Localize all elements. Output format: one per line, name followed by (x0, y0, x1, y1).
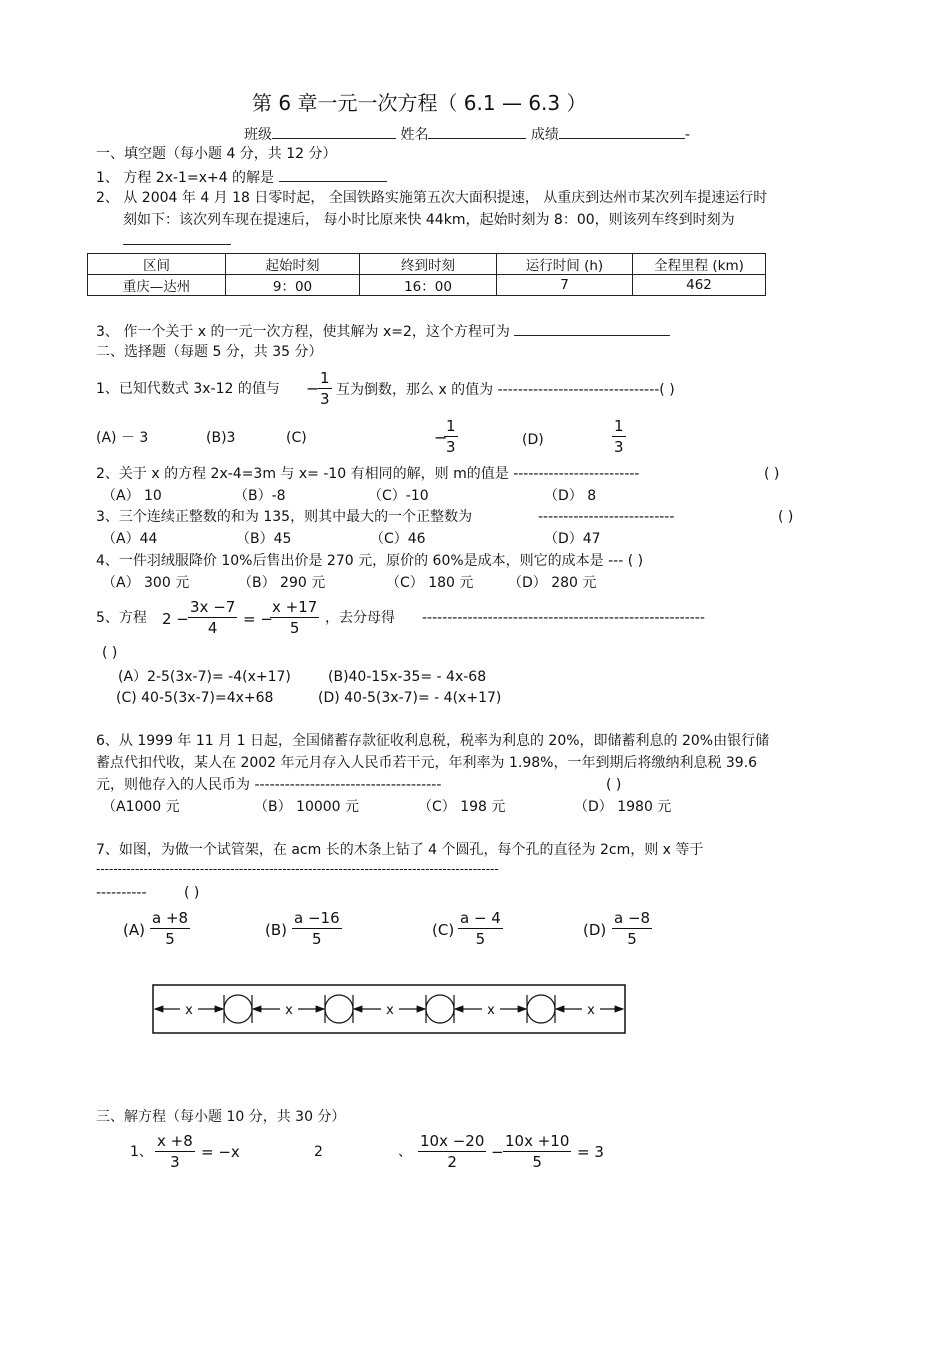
frac-num: 10x −20 (420, 1132, 485, 1150)
s2-q7-paren[interactable]: ( ) (184, 885, 200, 901)
test-tube-rack-figure (150, 983, 628, 1035)
hole-3 (426, 995, 454, 1023)
frac-den: 5 (503, 1151, 571, 1172)
s2-q1-fraction (318, 368, 332, 409)
s2-q7-option-d-frac (612, 908, 652, 949)
table-header-cell: 起始时刻 (226, 254, 360, 275)
section2-heading: 二、选择题（每题 5 分，共 35 分） (96, 344, 323, 360)
s1-q3-text: 3、 作一个关于 x 的一元一次方程，使其解为 x=2，这个方程可为 (96, 324, 510, 340)
s3-p1-label: 1、 (130, 1144, 153, 1160)
s2-q5-option-d[interactable]: (D) 40-5(3x-7)= - 4(x+17) (318, 690, 502, 706)
s2-q1-c-fraction (444, 416, 458, 457)
s2-q7-dash1: --------------------------------------------------------------------------------------------- (96, 862, 499, 876)
s2-q2-option-b[interactable]: （B）-8 (234, 488, 286, 504)
table-header-row (88, 254, 766, 275)
frac-num: a −8 (614, 909, 651, 927)
table-header-cell: 终到时刻 (360, 254, 497, 275)
table-cell: 462 (633, 275, 766, 296)
name-label: 姓名 (400, 127, 429, 143)
table-header-cell: 运行时间 (h) (497, 254, 633, 275)
frac-num: a − 4 (460, 909, 501, 927)
s2-q5-fraction-2 (270, 597, 319, 638)
s1-q1 (96, 167, 387, 187)
frac-num: x +17 (272, 598, 318, 616)
table-header-cell: 区间 (88, 254, 226, 275)
c-frac-den: 3 (446, 438, 456, 456)
s3-p2-fraction-2 (503, 1131, 571, 1172)
s2-q1-option-d[interactable]: (D) (522, 432, 544, 448)
s2-q2-paren[interactable]: ( ) (764, 466, 780, 482)
s2-q1-option-c[interactable]: (C) (286, 430, 307, 446)
s2-q1-d-fraction (612, 416, 626, 457)
s2-q1-frac-den: 3 (320, 390, 330, 408)
s2-q6-option-a[interactable]: （A1000 元 (102, 799, 180, 815)
s2-q2-option-a[interactable]: （A） 10 (102, 488, 162, 504)
hole-2 (325, 995, 353, 1023)
s2-q3-paren[interactable]: ( ) (778, 509, 794, 525)
s2-q3-dash: --------------------------- (538, 509, 675, 525)
s2-q5-tail: ，去分母得 (325, 610, 395, 626)
table-cell: 7 (497, 275, 633, 296)
s2-q2-option-d[interactable]: （D） 8 (544, 488, 597, 504)
s2-q3-option-c[interactable]: （C）46 (370, 531, 426, 547)
s1-q3-answer-blank[interactable] (514, 321, 670, 336)
c-frac-num: 1 (446, 417, 456, 435)
s3-p2-label: 2 (314, 1144, 323, 1160)
s2-q5-eq: = − (243, 610, 273, 628)
frac-den: 5 (292, 928, 342, 949)
frac-num: a +8 (152, 909, 189, 927)
s2-q1-tail: 互为倒数，那么 x 的值为 --------------------------------( ) (336, 382, 675, 398)
frac-den: 5 (150, 928, 190, 949)
s2-q7-option-a-frac (150, 908, 190, 949)
s2-q2-option-c[interactable]: （C）-10 (368, 488, 429, 504)
table-row (88, 275, 766, 296)
d-frac-den: 3 (614, 438, 624, 456)
s2-q5-dash: -------------------------------------------------------- (422, 610, 705, 626)
frac-den: 5 (458, 928, 503, 949)
table-cell: 16：00 (360, 275, 497, 296)
frac-den: 4 (188, 617, 237, 638)
s3-p1-rhs: = −x (201, 1143, 240, 1161)
s2-q4-option-d[interactable]: （D） 280 元 (508, 575, 597, 591)
s2-q3-text: 3、三个连续正整数的和为 135，则其中最大的一个正整数为 (96, 509, 473, 525)
s2-q5-paren[interactable]: ( ) (102, 645, 118, 661)
s2-q7-option-b-frac (292, 908, 342, 949)
frac-den: 5 (270, 617, 319, 638)
s2-q5-option-c[interactable]: (C) 40-5(3x-7)=4x+68 (116, 690, 274, 706)
frac-den: 3 (155, 1151, 195, 1172)
end-mark: - (684, 127, 690, 143)
s3-p1-fraction (155, 1131, 195, 1172)
frac-den: 2 (418, 1151, 486, 1172)
s2-q7-line1: 7、如图，为做一个试管架，在 acm 长的木条上钻了 4 个圆孔，每个孔的直径为 2cm，则 x 等于 (96, 842, 704, 858)
s3-p2-sep: 、 (398, 1144, 412, 1160)
s2-q5-fraction-1 (188, 597, 237, 638)
s2-q5-option-b[interactable]: (B)40-15x-35= - 4x-68 (328, 669, 487, 685)
section3-heading: 三、解方程（每小题 10 分，共 30 分） (96, 1109, 346, 1125)
s3-p2-minus: − (491, 1143, 504, 1161)
s2-q7-option-d-label[interactable]: (D) (583, 921, 607, 939)
s2-q7-dash2: ---------- (96, 885, 147, 901)
s2-q6-line3: 元，则他存入的人民币为 ------------------------------------- (96, 777, 442, 793)
s2-q4-option-a[interactable]: （A） 300 元 (102, 575, 190, 591)
score-label: 成绩 (530, 127, 559, 143)
s1-q2-line2: 刻如下：该次列车现在提速后， 每小时比原来快 44km，起始时刻为 8：00，则该列车终到时刻为 (123, 212, 735, 228)
frac-den: 5 (612, 928, 652, 949)
s2-q1-text: 1、已知代数式 3x-12 的值与 (96, 381, 280, 397)
score-field[interactable] (559, 124, 685, 139)
class-label: 班级 (244, 127, 272, 143)
s2-q3-option-a[interactable]: （A）44 (102, 531, 158, 547)
gap-label-x: x (487, 1003, 495, 1018)
s2-q1-option-a[interactable]: (A) － 3 (96, 430, 149, 446)
s2-q6-option-d[interactable]: （D） 1980 元 (574, 799, 672, 815)
s1-q1-answer-blank[interactable] (279, 167, 387, 182)
s2-q7-option-c-frac (458, 908, 503, 949)
class-field[interactable] (272, 124, 396, 139)
hole-1 (224, 995, 252, 1023)
s3-p2-fraction-1 (418, 1131, 486, 1172)
s1-q2-line1: 2、 从 2004 年 4 月 18 日零时起， 全国铁路实施第五次大面积提速， 从重庆到达州市某次列车提速运行时 (96, 190, 768, 206)
table-header-cell: 全程里程 (km) (633, 254, 766, 275)
s2-q5-text: 5、方程 (96, 610, 147, 626)
gap-label-x: x (587, 1003, 595, 1018)
s2-q4-option-c[interactable]: （C） 180 元 (386, 575, 474, 591)
hole-4 (527, 995, 555, 1023)
name-field[interactable] (428, 124, 526, 139)
gap-label-x: x (386, 1003, 394, 1018)
s2-q6-option-b[interactable]: （B） 10000 元 (254, 799, 360, 815)
s2-q2-text: 2、关于 x 的方程 2x-4=3m 与 x= -10 有相同的解，则 m的值是 ------------------------- (96, 466, 640, 482)
frac-num: x +8 (157, 1132, 193, 1150)
gap-label-x: x (185, 1003, 193, 1018)
s2-q3-option-b[interactable]: （B）45 (236, 531, 292, 547)
section1-heading: 一、填空题（每小题 4 分，共 12 分） (96, 146, 337, 162)
s2-q1-c-sign: − (434, 428, 448, 447)
s2-q6-line1: 6、从 1999 年 11 月 1 日起，全国储蓄存款征收利息税，税率为利息的 20%，即储蓄利息的 20%由银行储 (96, 733, 770, 749)
train-schedule-table (87, 253, 766, 296)
frac-num: 10x +10 (505, 1132, 570, 1150)
s2-q1-frac-num: 1 (320, 369, 330, 387)
s2-q6-line2: 蓄点代扣代收，某人在 2002 年元月存入人民币若干元，年利率为 1.98%，一年到期后将缴纳利息税 39.6 (96, 755, 758, 771)
s2-q7-option-c-label[interactable]: (C) (432, 921, 455, 939)
d-frac-num: 1 (614, 417, 624, 435)
s2-q1-option-b[interactable]: (B)3 (206, 430, 236, 446)
s3-p2-rhs: = 3 (577, 1143, 604, 1161)
s2-q7-option-b-label[interactable]: (B) (265, 921, 287, 939)
s2-q3-option-d[interactable]: （D）47 (544, 531, 601, 547)
s2-q6-option-c[interactable]: （C） 198 元 (418, 799, 506, 815)
student-info-line (244, 124, 690, 144)
frac-num: 3x −7 (190, 598, 236, 616)
s2-q5-two: 2 − (162, 610, 189, 628)
page-title: 第 6 章一元一次方程（ 6.1 — 6.3 ） (252, 91, 587, 115)
table-cell: 重庆—达州 (88, 275, 226, 296)
s1-q2-answer-blank[interactable] (123, 230, 231, 250)
s2-q1-frac-sign: − (306, 379, 320, 398)
s1-q3 (96, 321, 670, 341)
s2-q4-text: 4、一件羽绒服降价 10%后售出价是 270 元，原价的 60%是成本，则它的成本是 --- ( ) (96, 553, 644, 569)
s1-q1-text: 1、 方程 2x-1=x+4 的解是 (96, 170, 275, 186)
gap-label-x: x (285, 1003, 293, 1018)
s2-q7-option-a-label[interactable]: (A) (123, 921, 145, 939)
s2-q5-option-a[interactable]: (A）2-5(3x-7)= -4(x+17) (118, 669, 291, 685)
frac-num: a −16 (294, 909, 340, 927)
table-cell: 9：00 (226, 275, 360, 296)
s2-q6-paren[interactable]: ( ) (606, 777, 622, 793)
s2-q4-option-b[interactable]: （B） 290 元 (238, 575, 326, 591)
